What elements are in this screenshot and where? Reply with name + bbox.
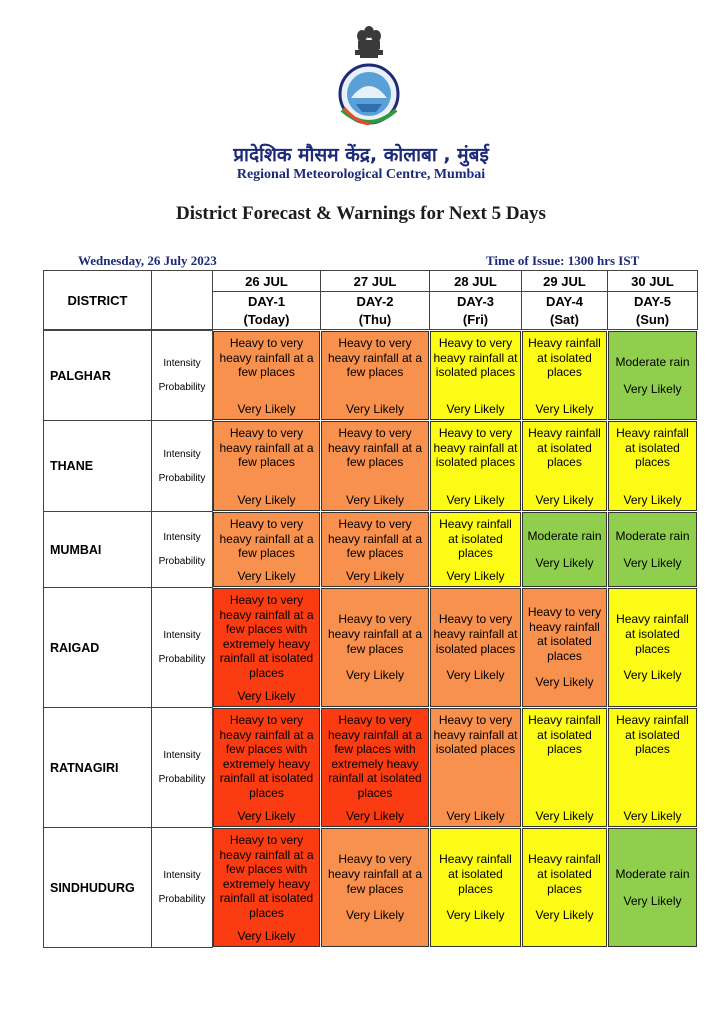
day-date-header: 28 JUL (429, 270, 522, 292)
forecast-cell (608, 588, 697, 707)
day-date-header: 27 JUL (320, 270, 430, 292)
forecast-probability: Very Likely (446, 809, 505, 824)
intensity-label: Intensity (163, 448, 201, 460)
day-date-header: 26 JUL (212, 270, 321, 292)
issue-date: Wednesday, 26 July 2023 (78, 253, 217, 268)
district-name: RAIGAD (43, 587, 152, 708)
day-name-header (320, 291, 430, 330)
forecast-probability: Very Likely (345, 402, 405, 417)
forecast-probability: Very Likely (623, 555, 682, 570)
forecast-probability: Very Likely (345, 493, 405, 508)
day-number: DAY-1 (247, 293, 286, 309)
forecast-probability: Very Likely (535, 908, 594, 923)
forecast-probability: Very Likely (535, 809, 594, 824)
forecast-intensity: Heavy to very heavy rainfall at a few places with extremely heavy rainfall at isolated places (219, 713, 314, 800)
day-weekday: (Sat) (550, 311, 579, 327)
day-number: DAY-5 (633, 293, 672, 309)
forecast-probability: Very Likely (535, 555, 594, 570)
forecast-probability: Very Likely (237, 402, 296, 417)
page-title: District Forecast & Warnings for Next 5 Days (176, 203, 546, 224)
forecast-intensity: Heavy to very heavy rainfall at a few places with extremely heavy rainfall at isolated places (219, 833, 314, 920)
forecast-intensity: Moderate rain (615, 528, 690, 543)
forecast-intensity: Heavy to very heavy rainfall at a few places (327, 852, 423, 896)
day-name-header (521, 291, 608, 330)
forecast-probability: Very Likely (535, 402, 594, 417)
forecast-intensity: Heavy to very heavy rainfall at a few places with extremely heavy rainfall at isolated places (327, 713, 423, 800)
forecast-cell (522, 588, 607, 707)
org-name-hindi: प्रादेशिक मौसम केंद्र, कोलाबा , मुंबई (233, 144, 489, 166)
day-name-header (212, 291, 321, 330)
forecast-intensity: Heavy to very heavy rainfall at isolated places (433, 336, 518, 380)
intensity-label: Intensity (163, 870, 201, 881)
forecast-cell (430, 421, 521, 511)
forecast-intensity: Heavy rainfall at isolated places (528, 713, 601, 757)
day-name-header (429, 291, 522, 330)
forecast-cell (608, 421, 697, 511)
forecast-cell (213, 421, 320, 511)
row-labels (151, 330, 213, 421)
forecast-intensity: Heavy rainfall at isolated places (528, 336, 601, 380)
forecast-probability: Very Likely (535, 493, 594, 508)
forecast-cell (213, 588, 320, 707)
district-header: DISTRICT (43, 270, 152, 330)
forecast-cell (321, 512, 429, 587)
forecast-probability: Very Likely (623, 493, 682, 508)
forecast-probability: Very Likely (623, 381, 682, 396)
forecast-cell (522, 331, 607, 420)
forecast-probability: Very Likely (237, 569, 296, 584)
forecast-intensity: Heavy rainfall at isolated places (616, 426, 689, 470)
day-date-header: 30 JUL (607, 270, 698, 292)
forecast-cell (608, 708, 697, 827)
intensity-label: Intensity (163, 630, 201, 641)
forecast-intensity: Heavy to very heavy rainfall at a few places with extremely heavy rainfall at isolated places (219, 593, 314, 680)
forecast-intensity: Heavy to very heavy rainfall at a few places (219, 336, 314, 380)
forecast-cell (321, 331, 429, 420)
issue-time: Time of Issue: 1300 hrs IST (486, 253, 640, 268)
forecast-probability: Very Likely (623, 668, 682, 683)
row-labels (151, 707, 213, 828)
forecast-probability: Very Likely (237, 689, 296, 704)
forecast-cell (213, 512, 320, 587)
forecast-probability: Very Likely (237, 929, 296, 944)
forecast-cell (522, 512, 607, 587)
probability-label: Probability (158, 654, 206, 665)
day-number: DAY-2 (356, 293, 394, 309)
forecast-intensity: Heavy to very heavy rainfall at isolated places (433, 426, 518, 470)
forecast-cell (321, 828, 429, 947)
forecast-probability: Very Likely (535, 675, 594, 690)
forecast-cell (321, 421, 429, 511)
forecast-probability: Very Likely (345, 668, 405, 683)
forecast-probability: Very Likely (623, 893, 682, 908)
imd-emblem-logo (336, 24, 402, 134)
forecast-probability: Very Likely (623, 809, 682, 824)
forecast-cell (213, 828, 320, 947)
intensity-label: Intensity (163, 532, 201, 543)
forecast-cell (522, 421, 607, 511)
probability-label: Probability (158, 894, 206, 905)
org-name-english: Regional Meteorological Centre, Mumbai (236, 167, 486, 182)
day-number: DAY-4 (545, 293, 584, 309)
forecast-probability: Very Likely (446, 493, 505, 508)
forecast-cell (608, 512, 697, 587)
day-name-header (607, 291, 698, 330)
forecast-intensity: Moderate rain (615, 354, 690, 369)
probability-label: Probability (158, 774, 206, 785)
forecast-intensity: Heavy to very heavy rainfall at a few places (219, 426, 314, 470)
district-name: THANE (43, 420, 152, 512)
forecast-cell (430, 512, 521, 587)
forecast-cell (213, 331, 320, 420)
day-date-header: 29 JUL (521, 270, 608, 292)
row-labels (151, 511, 213, 588)
forecast-intensity: Heavy to very heavy rainfall at isolated places (433, 612, 518, 656)
forecast-intensity: Moderate rain (615, 866, 690, 881)
forecast-intensity: Heavy to very heavy rainfall at a few places (219, 517, 314, 561)
forecast-intensity: Heavy to very heavy rainfall at a few places (327, 612, 423, 656)
day-weekday: (Fri) (462, 311, 489, 327)
forecast-intensity: Heavy to very heavy rainfall at isolated places (433, 713, 518, 757)
row-labels (151, 587, 213, 708)
label-header-blank (151, 270, 213, 330)
forecast-intensity: Heavy to very heavy rainfall at a few places (327, 336, 423, 380)
forecast-intensity: Heavy rainfall at isolated places (616, 612, 689, 656)
day-weekday: (Thu) (358, 311, 392, 327)
forecast-intensity: Heavy rainfall at isolated places (439, 852, 512, 896)
forecast-cell (430, 828, 521, 947)
forecast-cell (430, 331, 521, 420)
forecast-cell (430, 588, 521, 707)
intensity-label: Intensity (163, 750, 201, 761)
forecast-probability: Very Likely (237, 493, 296, 508)
district-name: MUMBAI (43, 511, 152, 588)
forecast-intensity: Heavy rainfall at isolated places (616, 713, 689, 757)
forecast-cell (522, 708, 607, 827)
day-weekday: (Today) (243, 311, 290, 327)
forecast-probability: Very Likely (345, 569, 405, 584)
forecast-intensity: Heavy to very heavy rainfall at a few places (327, 426, 423, 470)
forecast-cell (213, 708, 320, 827)
forecast-probability: Very Likely (237, 809, 296, 824)
intensity-label: Intensity (163, 358, 201, 369)
forecast-intensity: Heavy rainfall at isolated places (528, 852, 601, 896)
forecast-probability: Very Likely (345, 908, 405, 923)
forecast-cell (321, 708, 429, 827)
forecast-probability: Very Likely (446, 569, 505, 584)
forecast-probability: Very Likely (446, 908, 505, 923)
forecast-cell (522, 828, 607, 947)
forecast-intensity: Heavy to very heavy rainfall at isolated places (527, 605, 602, 663)
forecast-probability: Very Likely (446, 402, 505, 417)
forecast-cell (608, 331, 697, 420)
forecast-intensity: Heavy rainfall at isolated places (439, 517, 512, 561)
probability-label: Probability (158, 382, 206, 393)
forecast-cell (430, 708, 521, 827)
forecast-cell (321, 588, 429, 707)
day-number: DAY-3 (456, 293, 495, 309)
forecast-probability: Very Likely (446, 668, 505, 683)
probability-label: Probability (158, 556, 206, 567)
day-weekday: (Sun) (635, 311, 670, 327)
district-name: SINDHUDURG (43, 827, 152, 948)
row-labels (151, 827, 213, 948)
district-name: PALGHAR (43, 330, 152, 421)
forecast-intensity: Heavy rainfall at isolated places (528, 426, 601, 470)
forecast-probability: Very Likely (345, 809, 405, 824)
forecast-cell (608, 828, 697, 947)
row-labels (151, 420, 213, 512)
forecast-intensity: Moderate rain (527, 528, 602, 543)
district-name: RATNAGIRI (43, 707, 152, 828)
probability-label: Probability (158, 472, 206, 484)
forecast-intensity: Heavy to very heavy rainfall at a few places (327, 517, 423, 561)
